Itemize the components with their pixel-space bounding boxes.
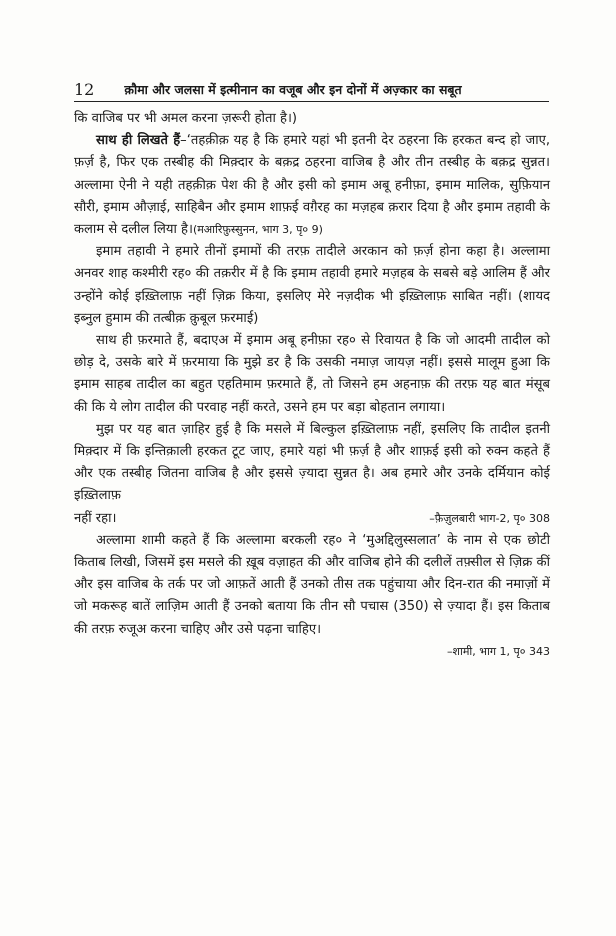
paragraph: कि वाजिब पर भी अमल करना ज़रूरी होता है।) (74, 111, 298, 126)
citation: –फ़ैज़ुलबारी भाग-2, पृ० 308 (429, 511, 550, 525)
paragraph: अल्लामा शामी कहते हैं कि अल्लामा बरकली रह० ने ‘मुअद्दिलुस्सलात’ के नाम से एक छोटी किताब लिखी, जिसमें इस मसले की ख़ूब वज़ाहत की और वाजिब होने की दलीलें तफ़्सील से ज़िक्र कीं और इस वाजिब के तर्क पर जो आफ़तें आती हैं उनको तीस तक पहुंचाया और दिन-रात की नमाज़ों में जो मकरूह बातें लाज़िम आती हैं उनको बताया कि तीन सौ पचास (350) से ज़्यादा हैं। इस किताब की तरफ़ रुजूअ करना चाहिए और उसे पढ़ना चाहिए। (74, 532, 550, 637)
paragraph: इमाम तहावी ने हमारे तीनों इमामों की तरफ़ तादीले अरकान को फ़र्ज़ होना कहा है। अल्लामा अनवर शाह कश्मीरी रह० की तक़रीर में है कि इमाम तहावी हमारे मज़हब के सबसे बड़े आलिम हैं और उन्होंने कोई इख़्तिलाफ़ नहीं ज़िक्र किया, इसलिए मेरे नज़दीक भी इख़्तिलाफ़ साबित नहीं। (शायद इब्नुल हुमाम की तत्बीक़ क़ुबूल फ़रमाई) (74, 244, 550, 326)
page-header (74, 74, 550, 100)
page-number: 12 (74, 80, 95, 99)
body-text (74, 108, 550, 663)
citation-line: नहीं रहा। –फ़ैज़ुलबारी भाग-2, पृ० 308 (74, 508, 550, 530)
lead-phrase: साथ ही लिखते हैं (96, 133, 181, 149)
running-title: क़ौमा और जलसा में इत्मीनान का वजूब और इन दोनों में अज़्कार का सबूत (124, 82, 462, 97)
paragraph: मुझ पर यह बात ज़ाहिर हुई है कि मसले में बिल्कुल इख़्तिलाफ़ नहीं, इसलिए कि तादील इतनी मिक़्दार में कि इन्तिक़ाली हरकत टूट जाए, हमारे यहां भी फ़र्ज़ है और शाफ़ई इसी को रुक्न कहते हैं और एक तस्बीह जितना वाजिब है और इससे ज़्यादा सुन्नत है। अब हमारे और उनके दर्मियान कोई इख़्तिलाफ़ (74, 421, 550, 504)
citation: –शामी, भाग 1, पृ० 343 (447, 644, 550, 658)
header-rule (74, 101, 549, 102)
paragraph: साथ ही लिखते हैं–‘तहक़ीक़ यह है कि हमारे यहां भी इतनी देर ठहरना कि हरकत बन्द हो जाए, फ़र्ज़ है, फिर एक तस्बीह की मिक़्दार के बक़द्र ठहरना वाजिब है और तीन तस्बीह के बक़द्र सुन्नत। अल्लामा ऐनी ने यही तहक़ीक़ पेश की है और इसी को इमाम अबू हनीफ़ा, इमाम मालिक, सुफ़ियान सौरी, इमाम औज़ाई, साहिबैन और इमाम शाफ़ई वग़ैरह का मज़हब क़रार दिया है और इमाम तहावी के कलाम से दलील लिया है।(मआरिफ़ुस्सुनन, भाग 3, पृ० 9) (74, 133, 550, 238)
citation: (मआरिफ़ुस्सुनन, भाग 3, पृ० 9) (192, 223, 323, 237)
paragraph: साथ ही फ़रमाते हैं, बदाएअ में इमाम अबू हनीफ़ा रह० से रिवायत है कि जो आदमी तादील को छोड़ दे, उसके बारे में फ़रमाया कि मुझे डर है कि उसकी नमाज़ जायज़ नहीं। इससे मालूम हुआ कि इमाम साहब तादील का बहुत एहतिमाम फ़रमाते हैं, तो जिसने हम अहनाफ़ की तरफ़ यह बात मंसूब की कि ये लोग तादील की परवाह नहीं करते, उसने हम पर बड़ा बोहतान लगाया। (74, 333, 550, 415)
